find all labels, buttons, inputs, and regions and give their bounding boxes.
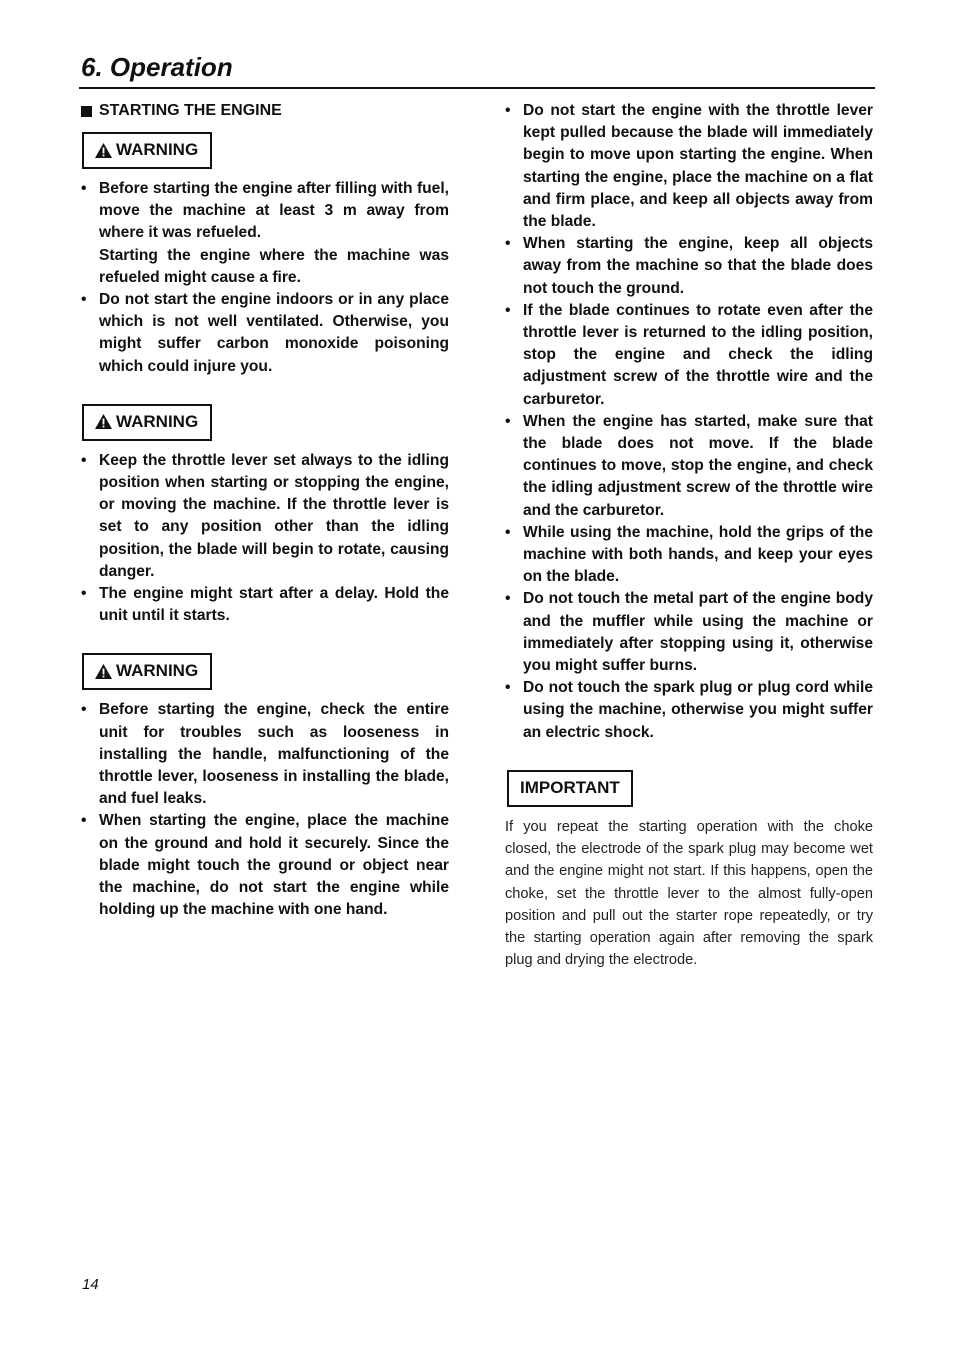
warning-label: WARNING bbox=[116, 411, 199, 431]
title-divider bbox=[79, 87, 875, 89]
list-item-text: When starting the engine, place the machine on the ground and hold it securely. Since the blade might touch the ground or object near the machine, do not start the engine while holding up the machine with one hand. bbox=[99, 812, 449, 919]
list-item bbox=[81, 810, 449, 921]
important-note: If you repeat the starting operation with the choke closed, the electrode of the spark plug may become wet and the engine might not start. If this happens, open the choke, set the throttle lever to the almost fully-open position and pull out the starter rope repeatedly, or try the starting operation again after removing the spark plug and drying the electrode. bbox=[505, 818, 873, 969]
warning-list bbox=[505, 100, 873, 744]
list-item-text: When starting the engine, keep all objects away from the machine so that the blade does not touch the ground. bbox=[523, 235, 873, 297]
warning-list bbox=[81, 178, 449, 378]
important-label-box bbox=[507, 770, 633, 807]
page-title: 6. Operation bbox=[81, 52, 233, 82]
section-heading-text: STARTING THE ENGINE bbox=[99, 102, 282, 119]
bullet-icon: • bbox=[81, 180, 87, 197]
list-item-text: Do not start the engine with the throttle lever kept pulled because the blade will immediately begin to move upon starting the engine. When starting the engine, place the machine on a flat and firm place, and keep all objects away from the blade. bbox=[523, 102, 873, 231]
warning-triangle-icon bbox=[94, 142, 113, 159]
bullet-icon: • bbox=[505, 102, 511, 119]
list-item bbox=[81, 178, 449, 289]
list-item bbox=[505, 522, 873, 589]
list-item-text: When the engine has started, make sure that the blade does not move. If the blade continues to move, stop the engine, and check the idling adjustment screw of the throttle wire and the carburetor. bbox=[523, 412, 873, 519]
warning-triangle-icon bbox=[94, 663, 113, 680]
bullet-icon: • bbox=[81, 585, 87, 603]
list-item bbox=[505, 300, 873, 411]
list-item-text: Keep the throttle lever set always to the idling position when starting or stopping the engine, or moving the machine. If the throttle lever is set to any position other than the idling position, the blade will begin to rotate, causing danger. bbox=[99, 451, 449, 580]
list-item-text: Do not touch the metal part of the engine body and the muffler while using the machine or immediately after stopping using it, otherwise you might suffer burns. bbox=[523, 590, 873, 675]
list-item-text: Before starting the engine, check the entire unit for troubles such as looseness in installing the handle, malfunctioning of the throttle lever, looseness in installing the blade, and fuel leaks. bbox=[99, 701, 449, 808]
list-item-text: Do not touch the spark plug or plug cord while using the machine, otherwise you might suffer an electric shock. bbox=[523, 679, 873, 741]
list-item bbox=[505, 588, 873, 677]
list-item-text: While using the machine, hold the grips of the machine with both hands, and keep your eyes on the blade. bbox=[523, 523, 873, 586]
list-item bbox=[81, 583, 449, 627]
bullet-icon: • bbox=[505, 301, 511, 319]
list-item bbox=[505, 100, 873, 233]
warning-label: WARNING bbox=[116, 140, 199, 159]
list-item-extra-text: Starting the engine where the machine was refueled might cause a fire. bbox=[99, 246, 449, 286]
list-item bbox=[81, 289, 449, 378]
warning-list bbox=[81, 699, 449, 921]
warning-box bbox=[82, 404, 212, 441]
bullet-icon: • bbox=[505, 679, 511, 697]
list-item-text: The engine might start after a delay. Hold the unit until it starts. bbox=[99, 585, 449, 625]
list-item bbox=[81, 450, 449, 583]
list-item bbox=[505, 233, 873, 300]
black-square-icon bbox=[81, 106, 92, 117]
bullet-icon: • bbox=[505, 523, 511, 541]
list-item bbox=[505, 677, 873, 744]
bullet-icon: • bbox=[81, 291, 87, 309]
list-item-text: Before starting the engine after filling with fuel, move the machine at least 3 m away from where it was refueled. bbox=[99, 180, 449, 242]
warning-box bbox=[82, 132, 212, 169]
bullet-icon: • bbox=[81, 812, 87, 830]
warning-label: WARNING bbox=[116, 661, 199, 681]
right-column bbox=[505, 100, 873, 971]
list-item bbox=[505, 411, 873, 522]
warning-box bbox=[82, 653, 212, 690]
bullet-icon: • bbox=[505, 412, 511, 430]
list-item-text: Do not start the engine indoors or in any place which is not well ventilated. Otherwise, you might suffer carbon monoxide poisoning which could injure you. bbox=[99, 291, 449, 375]
page-number: 14 bbox=[82, 1276, 99, 1293]
list-item-text: If the blade continues to rotate even after the throttle lever is returned to the idling position, stop the engine and check the idling adjustment screw of the throttle wire and the carburetor. bbox=[523, 301, 873, 408]
bullet-icon: • bbox=[81, 451, 87, 469]
important-label: IMPORTANT bbox=[520, 777, 620, 797]
list-item bbox=[81, 699, 449, 810]
warning-list bbox=[81, 450, 449, 628]
bullet-icon: • bbox=[81, 701, 87, 719]
bullet-icon: • bbox=[505, 235, 511, 253]
warning-triangle-icon bbox=[94, 413, 113, 430]
section-heading bbox=[81, 102, 449, 120]
left-column bbox=[81, 100, 449, 921]
bullet-icon: • bbox=[505, 590, 511, 608]
